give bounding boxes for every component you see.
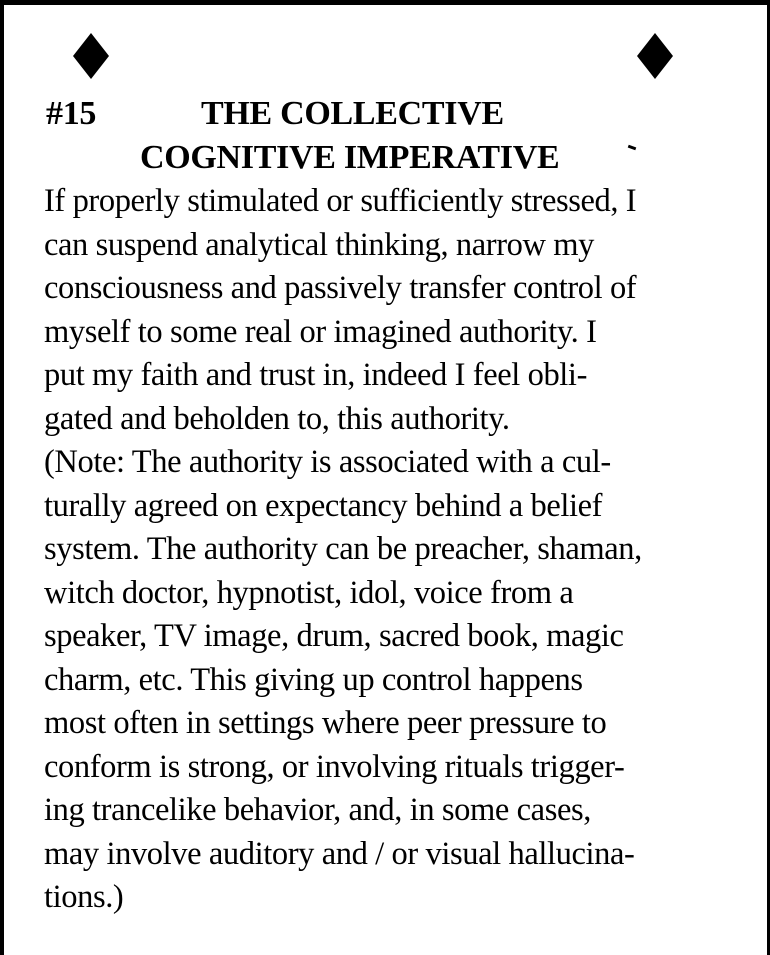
body-line: myself to some real or imagined authority. I — [44, 313, 597, 350]
diamond-icon — [73, 33, 109, 79]
card-body — [44, 180, 756, 920]
body-line: If properly stimulated or sufficiently stressed, I — [44, 183, 637, 219]
body-line: charm, etc. This giving up control happens — [44, 661, 583, 698]
body-line: witch doctor, hypnotist, idol, voice from a — [44, 574, 574, 611]
body-line: tions.) — [44, 879, 124, 915]
body-line: (Note: The authority is associated with a cul- — [44, 444, 611, 480]
body-line: consciousness and passively transfer control of — [44, 270, 637, 306]
card-title-line-2: COGNITIVE IMPERATIVE — [140, 139, 560, 176]
body-line: put my faith and trust in, indeed I feel obli- — [44, 357, 587, 393]
body-line: most often in settings where peer pressure to — [44, 705, 607, 741]
body-line: ing trancelike behavior, and, in some cases, — [44, 792, 591, 828]
body-line: gated and beholden to, this authority. — [44, 400, 510, 437]
card-number: #15 — [46, 95, 97, 132]
body-line: system. The authority can be preacher, shaman, — [44, 531, 642, 567]
body-line: turally agreed on expectancy behind a belief — [44, 487, 603, 524]
body-line: conform is strong, or involving rituals trigger- — [44, 748, 625, 785]
diamond-icon — [637, 33, 673, 79]
body-line: may involve auditory and / or visual hallucina- — [44, 835, 635, 872]
card-title-line-1: THE COLLECTIVE — [201, 95, 504, 132]
body-line: speaker, TV image, drum, sacred book, magic — [44, 618, 624, 654]
body-line: can suspend analytical thinking, narrow my — [44, 226, 594, 263]
